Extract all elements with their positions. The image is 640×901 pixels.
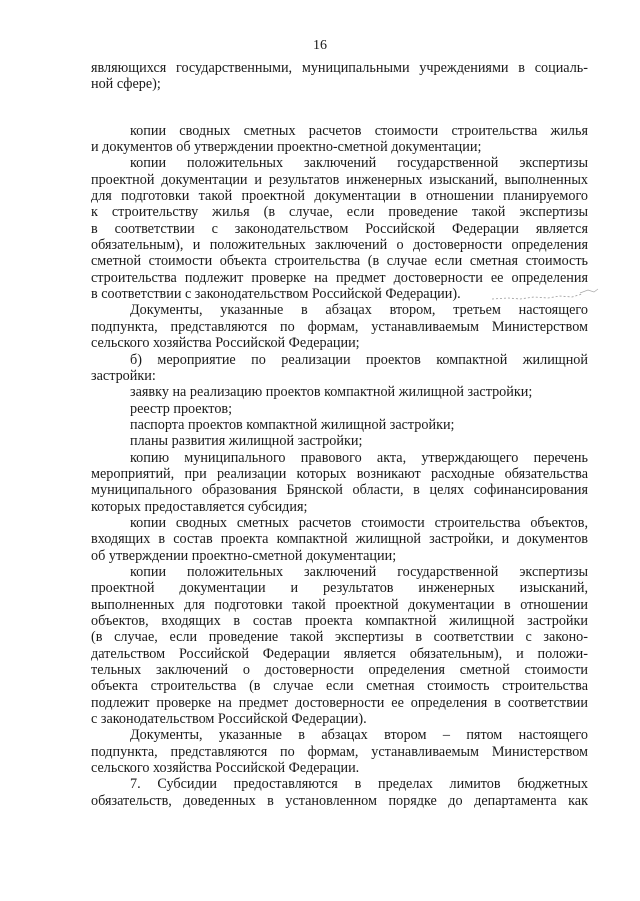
paragraph-gap <box>91 93 588 123</box>
text-line: обязательным), и положительных заключений о достоверности определения <box>91 237 588 254</box>
text-line: об утверждении проектно-сметной документации; <box>91 547 397 564</box>
text-line: обязательств, доведенных в установленном порядке до департамента как <box>91 792 588 809</box>
text-line: Документы, указанные в абзацах втором, третьем настоящего <box>130 302 588 319</box>
text-line: и документов об утверждении проектно-сметной документации; <box>91 139 482 156</box>
text-line: ной сфере); <box>91 76 161 93</box>
text-line: копию муниципального правового акта, утверждающего перечень <box>130 449 588 466</box>
text-line: в соответствии с законодательством Российской Федерации). <box>91 286 461 303</box>
text-line: дательством Российской Федерации является обязательным), и положи- <box>91 645 588 662</box>
text-line: копии сводных сметных расчетов стоимости строительства объектов, <box>130 514 588 531</box>
text-line: (в случае, если проведение такой экспертизы в соответствии с законо- <box>91 629 588 646</box>
text-line: проектной документации и результатов инженерных изысканий, выполненных <box>91 171 588 188</box>
text-line: муниципального образования Брянской области, в целях софинансирования <box>91 482 588 499</box>
text-line: которых предоставляется субсидия; <box>91 498 308 515</box>
text-line: копии положительных заключений государственной экспертизы <box>130 155 588 172</box>
text-line: сметной стоимости объекта строительства (в случае если сметная стоимость <box>91 253 588 270</box>
text-line: мероприятий, при реализации которых возникают расходные обязательства <box>91 465 588 482</box>
text-line: для подготовки такой проектной документации в отношении планируемого <box>91 188 588 205</box>
text-line: 7. Субсидии предоставляются в пределах лимитов бюджетных <box>130 776 588 793</box>
text-line: подпункта, представляются по формам, устанавливаемым Министерством <box>91 743 588 760</box>
text-line: заявку на реализацию проектов компактной жилищной застройки; <box>130 384 533 401</box>
text-line: строительства подлежит проверке на предмет достоверности ее определения <box>91 269 588 286</box>
text-line: объектов, входящих в состав проекта компактной жилищной застройки <box>91 613 588 629</box>
text-line: в соответствии с законодательством Российской Федерации является <box>91 220 588 237</box>
scan-artifact <box>490 288 600 306</box>
text-line: входящих в состав проекта компактной жилищной застройки, и документов <box>91 531 588 548</box>
document-body <box>91 60 588 809</box>
text-line: копии сводных сметных расчетов стоимости строительства жилья <box>130 122 588 139</box>
text-line: тельных заключений о достоверности определения сметной стоимости <box>91 662 588 679</box>
text-line: с законодательством Российской Федерации). <box>91 711 367 728</box>
text-line: являющихся государственными, муниципальными учреждениями в социаль- <box>91 60 588 76</box>
text-line: реестр проектов; <box>130 400 233 417</box>
text-line: подлежит проверке на предмет достоверности ее определения в соответствии <box>91 694 588 711</box>
text-line: выполненных для подготовки такой проектной документации в отношении <box>91 596 588 613</box>
text-line: застройки: <box>91 367 156 384</box>
text-line: Документы, указанные в абзацах втором – пятом настоящего <box>130 727 588 744</box>
text-line: подпункта, представляются по формам, устанавливаемым Министерством <box>91 318 588 335</box>
text-line: проектной документации и результатов инженерных изысканий, <box>91 580 588 597</box>
text-line: к строительству жилья (в случае, если проведение такой экспертизы <box>91 204 588 221</box>
page-number: 16 <box>313 38 327 53</box>
text-line: планы развития жилищной застройки; <box>130 433 363 450</box>
text-line: объекта строительства (в случае если сметная стоимость строительства <box>91 678 588 695</box>
text-line: паспорта проектов компактной жилищной застройки; <box>130 416 455 433</box>
text-line: сельского хозяйства Российской Федерации; <box>91 335 360 352</box>
text-line: сельского хозяйства Российской Федерации. <box>91 760 360 777</box>
text-line: копии положительных заключений государственной экспертизы <box>130 563 588 580</box>
text-line: б) мероприятие по реализации проектов компактной жилищной <box>130 351 588 368</box>
